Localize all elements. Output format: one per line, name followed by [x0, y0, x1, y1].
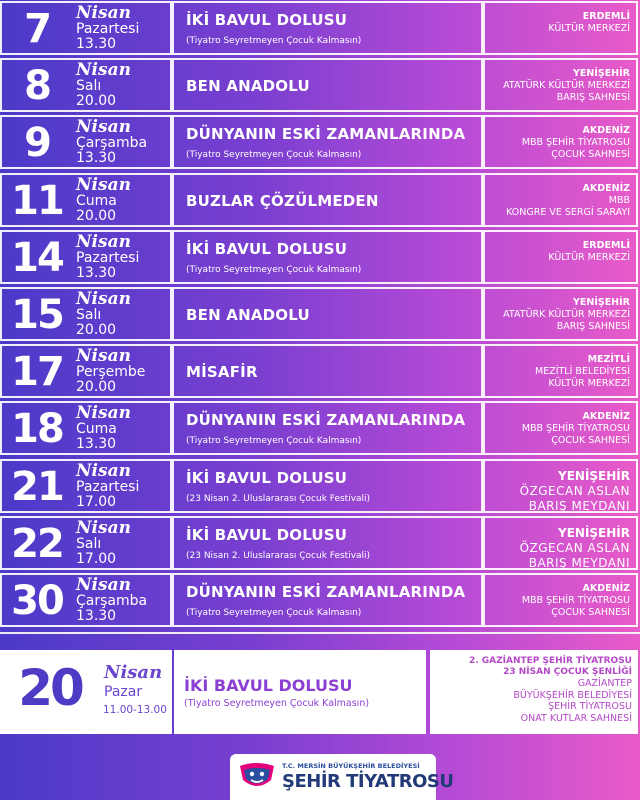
venue-cell: [483, 230, 638, 284]
month: Nisan: [76, 517, 131, 538]
venue-line: ÖZGECAN ASLAN: [519, 540, 630, 555]
show-title: MİSAFİR: [186, 363, 258, 382]
title-cell: [172, 173, 483, 227]
month: Nisan: [76, 346, 131, 367]
month: Nisan: [76, 289, 131, 309]
venue: [522, 125, 630, 161]
weekday: Cuma: [76, 192, 117, 209]
show-title: İKİ BAVUL DOLUSU: [186, 239, 348, 258]
show-time: 20.00: [76, 322, 117, 338]
show-title: DÜNYANIN ESKİ ZAMANLARINDA: [186, 125, 466, 144]
venue-line: KONGRE VE SERGİ SARAYI: [506, 206, 630, 218]
day-number: 30: [11, 578, 63, 624]
title-cell: [172, 573, 483, 627]
venue-cell: [483, 516, 638, 570]
date-cell: [0, 58, 172, 112]
venue-district: YENİŞEHİR: [558, 525, 630, 540]
title-cell: [172, 516, 483, 570]
event-row: [0, 573, 640, 627]
venue: [522, 583, 630, 619]
date-cell: [0, 173, 172, 227]
venue-line: ÇOCUK SAHNESİ: [551, 149, 630, 161]
show-time: 13.30: [76, 436, 117, 453]
venue-district: AKDENİZ: [582, 125, 630, 137]
special-show-title: İKİ BAVUL DOLUSU: [184, 676, 353, 695]
venue-district: ERDEMLİ: [582, 239, 630, 251]
show-time: 13.30: [76, 150, 117, 167]
show-time: 20.00: [76, 379, 117, 396]
event-row: [0, 230, 640, 284]
weekday: Salı: [76, 78, 102, 95]
venue-line: MBB ŞEHİR TİYATROSU: [521, 137, 630, 149]
event-row: [0, 287, 640, 341]
event-row: [0, 344, 640, 398]
month: Nisan: [76, 117, 131, 138]
venue-line: MEZİTLİ BELEDİYESİ: [535, 366, 630, 378]
venue-cell: [483, 173, 638, 227]
logo-name: ŞEHİR TİYATROSU: [282, 771, 454, 792]
event-row: [0, 401, 640, 455]
show-title: İKİ BAVUL DOLUSU: [186, 468, 348, 487]
special-venue-festival: 2. GAZİANTEP ŞEHİR TİYATROSU: [468, 656, 632, 666]
weekday: Çarşamba: [76, 593, 148, 609]
venue-district: AKDENİZ: [582, 583, 630, 594]
event-row: [0, 1, 640, 55]
date-cell: [0, 459, 172, 513]
venue-line: BARIŞ MEYDANI: [528, 498, 630, 513]
show-time: 17.00: [76, 493, 117, 510]
show-time: 13.30: [76, 608, 117, 624]
date-cell: [0, 516, 172, 570]
day-number: 15: [11, 292, 63, 338]
day-number: 18: [11, 406, 63, 453]
venue-cell: [483, 1, 638, 55]
show-time: 20.00: [76, 207, 117, 224]
month: Nisan: [76, 403, 131, 424]
month: Nisan: [76, 231, 131, 252]
weekday: Cuma: [76, 421, 117, 438]
title-cell: [172, 401, 483, 455]
event-row: [0, 516, 640, 570]
venue-line: MBB ŞEHİR TİYATROSU: [521, 423, 630, 435]
date-cell: [0, 573, 172, 627]
day-number: 21: [11, 463, 63, 510]
theatre-mask-icon: [238, 762, 276, 792]
event-row: [0, 115, 640, 169]
venue: [522, 411, 630, 447]
month: Nisan: [76, 3, 131, 23]
date-cell: [0, 115, 172, 169]
show-note: (Tiyatro Seyretmeyen Çocuk Kalmasın): [186, 150, 362, 161]
venue: [548, 240, 630, 264]
venue-cell: [483, 573, 638, 627]
day-number: 14: [11, 234, 63, 281]
date-cell: [0, 1, 172, 55]
show-time: 13.30: [76, 36, 117, 52]
show-time: 17.00: [76, 550, 117, 567]
show-title: DÜNYANIN ESKİ ZAMANLARINDA: [186, 583, 466, 601]
special-show-note: (Tiyatro Seyretmeyen Çocuk Kalmasın): [184, 698, 370, 709]
special-venue-line: ŞEHİR TİYATROSU: [548, 701, 632, 712]
venue: [503, 297, 630, 333]
weekday: Salı: [76, 307, 102, 323]
day-number: 7: [24, 6, 50, 52]
weekday: Çarşamba: [76, 135, 148, 152]
venue-district: MEZİTLİ: [587, 354, 630, 366]
show-title: BEN ANADOLU: [186, 77, 310, 96]
venue-district: AKDENİZ: [582, 182, 630, 194]
title-cell: [172, 230, 483, 284]
title-cell: [172, 1, 483, 55]
special-day-number: 20: [18, 659, 82, 717]
day-number: 22: [11, 520, 63, 567]
day-number: 11: [11, 177, 63, 224]
show-title: BUZLAR ÇÖZÜLMEDEN: [186, 191, 379, 210]
show-note: (Tiyatro Seyretmeyen Çocuk Kalmasın): [186, 608, 362, 618]
special-venue-festival-name: 23 NİSAN ÇOCUK ŞENLİĞİ: [503, 667, 632, 677]
date-cell: [0, 401, 172, 455]
title-cell: [172, 459, 483, 513]
day-number: 9: [24, 120, 50, 167]
show-note: (Tiyatro Seyretmeyen Çocuk Kalmasın): [186, 36, 362, 46]
special-weekday: Pazar: [104, 684, 143, 700]
venue-line: ATATÜRK KÜLTÜR MERKEZİ: [503, 309, 630, 320]
day-number: 17: [11, 349, 63, 396]
venue-cell: [483, 287, 638, 341]
show-note: (23 Nisan 2. Uluslararası Çocuk Festivali): [186, 550, 371, 561]
weekday: Perşembe: [76, 364, 146, 381]
special-month: Nisan: [104, 662, 163, 683]
venue-cell: [483, 58, 638, 112]
logo-subtitle: T.C. MERSİN BÜYÜKŞEHİR BELEDİYESİ: [282, 762, 420, 770]
venue-cell: [483, 344, 638, 398]
special-venue-line: BÜYÜKŞEHİR BELEDİYESİ: [513, 689, 632, 701]
theatre-logo: [230, 754, 454, 800]
venue-cell: [483, 459, 638, 513]
show-note: (Tiyatro Seyretmeyen Çocuk Kalmasın): [186, 264, 362, 275]
special-title-cell: [174, 650, 426, 734]
month: Nisan: [76, 575, 131, 595]
venue-line: BARIŞ MEYDANI: [528, 555, 630, 570]
show-time: 13.30: [76, 264, 117, 281]
venue: [520, 469, 630, 514]
venue-line: MBB ŞEHİR TİYATROSU: [521, 595, 630, 606]
title-cell: [172, 58, 483, 112]
show-time: 20.00: [76, 93, 117, 110]
title-cell: [172, 344, 483, 398]
show-title: İKİ BAVUL DOLUSU: [186, 11, 348, 29]
venue-cell: [483, 401, 638, 455]
special-venue-line: ONAT KUTLAR SAHNESİ: [520, 712, 632, 724]
show-note: (Tiyatro Seyretmeyen Çocuk Kalmasın): [186, 436, 362, 447]
venue-line: KÜLTÜR MERKEZİ: [548, 251, 630, 263]
venue-line: KÜLTÜR MERKEZİ: [548, 23, 630, 34]
special-venue: [469, 656, 632, 724]
event-row: [0, 173, 640, 227]
special-venue-line: GAZİANTEP: [577, 678, 632, 689]
event-row: [0, 459, 640, 513]
weekday: Pazartesi: [76, 21, 140, 37]
venue-district: YENİŞEHİR: [573, 68, 630, 80]
venue-line: ÇOCUK SAHNESİ: [551, 435, 630, 447]
venue: [503, 68, 630, 104]
venue-district: ERDEMLİ: [582, 11, 630, 22]
special-event-row: [0, 650, 640, 734]
special-time: 11.00-13.00: [103, 704, 167, 716]
weekday: Pazartesi: [76, 249, 140, 266]
venue-district: YENİŞEHİR: [558, 468, 630, 483]
title-cell: [172, 115, 483, 169]
title-cell: [172, 287, 483, 341]
show-title: İKİ BAVUL DOLUSU: [186, 525, 348, 544]
venue: [535, 354, 630, 390]
venue-district: YENİŞEHİR: [573, 297, 630, 308]
venue-line: MBB: [608, 194, 630, 206]
weekday: Salı: [76, 535, 102, 552]
venue-district: AKDENİZ: [582, 411, 630, 423]
venue-cell: [483, 115, 638, 169]
venue-line: ÇOCUK SAHNESİ: [551, 607, 630, 618]
special-date-cell: [0, 650, 172, 734]
venue: [548, 11, 630, 35]
divider: [0, 632, 640, 634]
venue: [520, 526, 630, 571]
date-cell: [0, 230, 172, 284]
date-cell: [0, 287, 172, 341]
month: Nisan: [76, 460, 131, 481]
venue-line: ÖZGECAN ASLAN: [519, 483, 630, 498]
show-note: (23 Nisan 2. Uluslararası Çocuk Festivali): [186, 493, 371, 504]
venue-line: KÜLTÜR MERKEZİ: [548, 378, 630, 390]
venue-line: BARIŞ SAHNESİ: [556, 92, 630, 104]
show-title: DÜNYANIN ESKİ ZAMANLARINDA: [186, 411, 466, 430]
weekday: Pazartesi: [76, 478, 140, 495]
month: Nisan: [76, 174, 131, 195]
venue-line: BARIŞ SAHNESİ: [556, 321, 630, 332]
day-number: 8: [24, 63, 50, 110]
event-row: [0, 58, 640, 112]
date-cell: [0, 344, 172, 398]
show-title: BEN ANADOLU: [186, 306, 310, 324]
month: Nisan: [76, 60, 131, 81]
special-venue-cell: [430, 650, 638, 734]
venue: [506, 183, 630, 219]
venue-line: ATATÜRK KÜLTÜR MERKEZİ: [503, 80, 630, 92]
